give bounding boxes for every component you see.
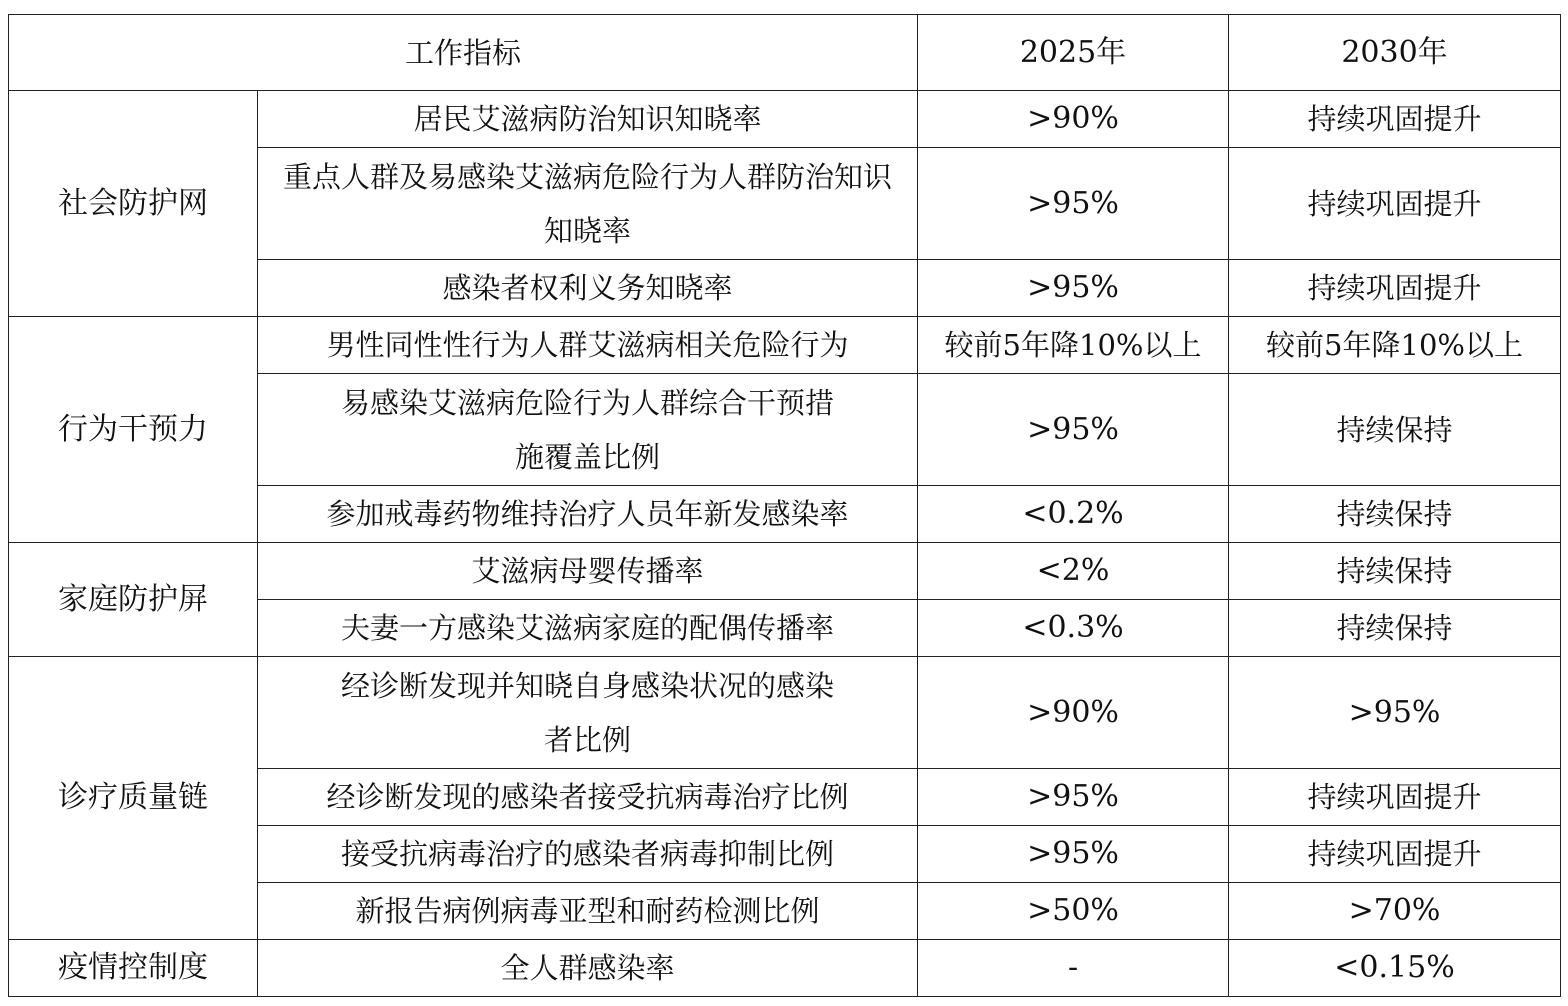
category-cell: 家庭防护屏 — [9, 543, 258, 657]
header-year-2030: 2030年 — [1229, 15, 1561, 91]
table-row — [9, 91, 1561, 148]
value-2025-cell: >95% — [918, 769, 1229, 826]
value-2030-cell: 持续保持 — [1229, 543, 1561, 600]
value-2025-cell: <0.3% — [918, 600, 1229, 657]
value-2030-cell: 持续巩固提升 — [1229, 826, 1561, 883]
indicator-cell: 全人群感染率 — [258, 940, 918, 997]
indicator-cell: 居民艾滋病防治知识知晓率 — [258, 91, 918, 148]
value-2030-cell: >95% — [1229, 657, 1561, 769]
value-2030-cell: <0.15% — [1229, 940, 1561, 997]
indicator-cell: 参加戒毒药物维持治疗人员年新发感染率 — [258, 486, 918, 543]
category-cell: 诊疗质量链 — [9, 657, 258, 940]
header-row — [9, 15, 1561, 91]
indicator-cell: 男性同性性行为人群艾滋病相关危险行为 — [258, 317, 918, 374]
table-row — [9, 317, 1561, 374]
indicator-cell — [258, 148, 918, 260]
indicator-text: 经诊断发现并知晓自身感染状况的感染者比例 — [341, 668, 835, 757]
value-2025-cell: >95% — [918, 148, 1229, 260]
indicator-cell: 经诊断发现的感染者接受抗病毒治疗比例 — [258, 769, 918, 826]
indicator-cell: 新报告病例病毒亚型和耐药检测比例 — [258, 883, 918, 940]
indicator-cell: 夫妻一方感染艾滋病家庭的配偶传播率 — [258, 600, 918, 657]
indicator-table — [8, 14, 1561, 997]
value-2025-cell: >90% — [918, 91, 1229, 148]
category-cell: 疫情控制度 — [9, 940, 258, 997]
table-row — [9, 940, 1561, 997]
value-2030-cell: 持续保持 — [1229, 600, 1561, 657]
value-2025-cell: <0.2% — [918, 486, 1229, 543]
value-2030-cell: 持续保持 — [1229, 374, 1561, 486]
value-2030-cell: 持续保持 — [1229, 486, 1561, 543]
indicator-cell: 感染者权利义务知晓率 — [258, 260, 918, 317]
value-2030-cell: 持续巩固提升 — [1229, 260, 1561, 317]
table-row — [9, 543, 1561, 600]
header-indicator: 工作指标 — [9, 15, 918, 91]
indicator-text: 易感染艾滋病危险行为人群综合干预措施覆盖比例 — [341, 385, 835, 474]
indicator-cell — [258, 374, 918, 486]
value-2030-cell: >70% — [1229, 883, 1561, 940]
value-2025-cell: >90% — [918, 657, 1229, 769]
category-cell: 行为干预力 — [9, 317, 258, 543]
category-cell: 社会防护网 — [9, 91, 258, 317]
indicator-cell: 接受抗病毒治疗的感染者病毒抑制比例 — [258, 826, 918, 883]
value-2025-cell: 较前5年降10%以上 — [918, 317, 1229, 374]
value-2025-cell: >95% — [918, 374, 1229, 486]
value-2025-cell: >95% — [918, 826, 1229, 883]
value-2030-cell: 持续巩固提升 — [1229, 148, 1561, 260]
indicator-text: 重点人群及易感染艾滋病危险行为人群防治知识知晓率 — [283, 159, 893, 248]
value-2030-cell: 持续巩固提升 — [1229, 91, 1561, 148]
value-2030-cell: 持续巩固提升 — [1229, 769, 1561, 826]
indicator-cell: 艾滋病母婴传播率 — [258, 543, 918, 600]
value-2025-cell: - — [918, 940, 1229, 997]
value-2025-cell: <2% — [918, 543, 1229, 600]
indicator-cell — [258, 657, 918, 769]
value-2025-cell: >95% — [918, 260, 1229, 317]
value-2025-cell: >50% — [918, 883, 1229, 940]
header-year-2025: 2025年 — [918, 15, 1229, 91]
table-row — [9, 657, 1561, 769]
value-2030-cell: 较前5年降10%以上 — [1229, 317, 1561, 374]
